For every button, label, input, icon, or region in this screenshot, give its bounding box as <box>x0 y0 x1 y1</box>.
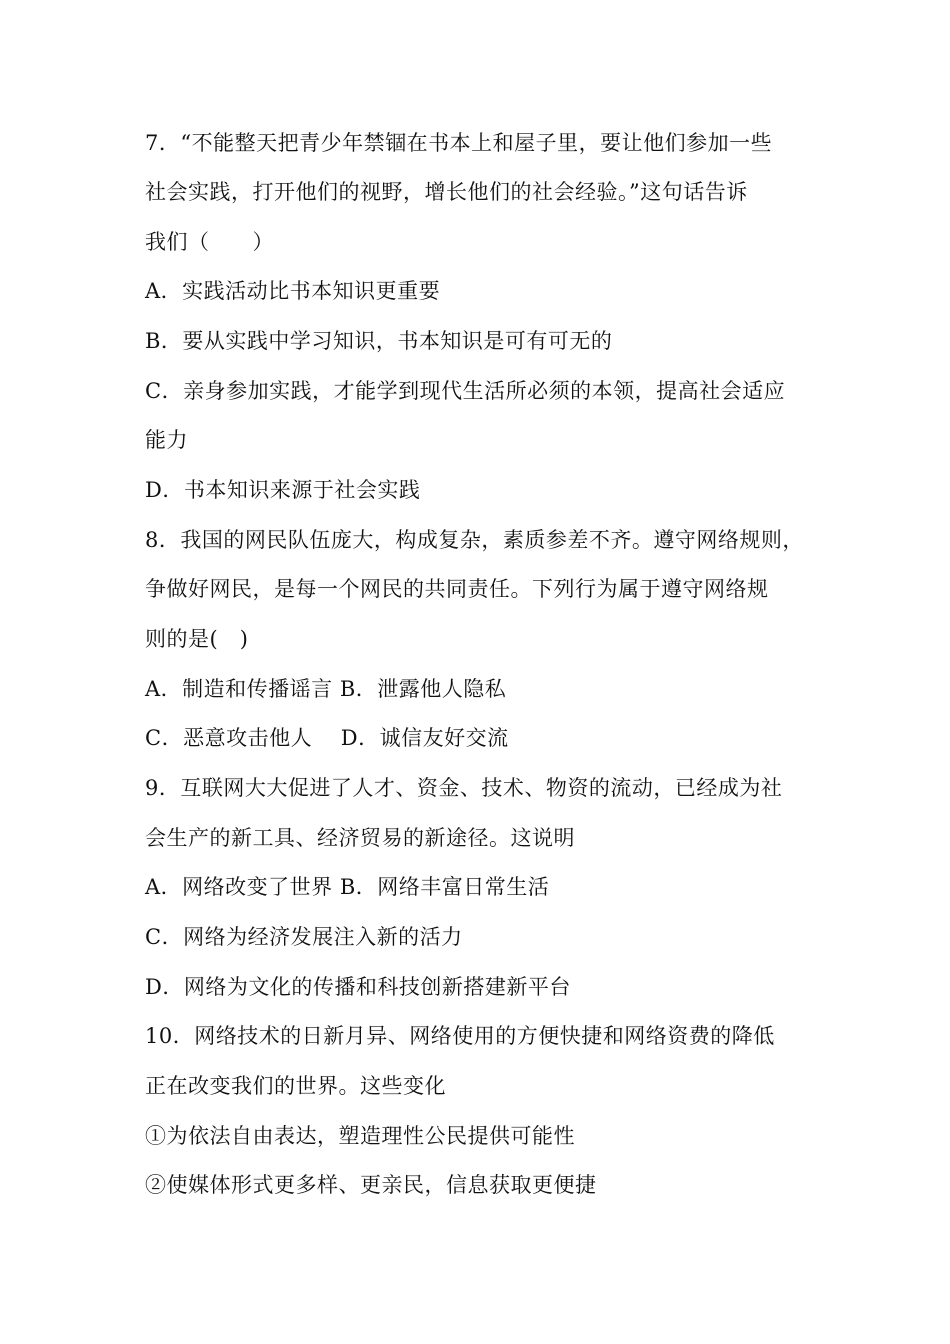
question-8-options-ab: A．制造和传播谣言 B．泄露他人隐私 <box>145 677 507 701</box>
question-7-stem-line-3: 我们（ ） <box>145 230 274 254</box>
question-10-stem-line-2: 正在改变我们的世界。这些变化 <box>145 1074 446 1098</box>
question-8-stem-line-2: 争做好网民，是每一个网民的共同责任。下列行为属于遵守网络规 <box>145 577 769 601</box>
question-9-option-d: D．网络为文化的传播和科技创新搭建新平台 <box>145 975 571 999</box>
question-9-option-c: C．网络为经济发展注入新的活力 <box>145 925 463 949</box>
question-7-stem-line-2: 社会实践，打开他们的视野，增长他们的社会经验。”这句话告诉 <box>145 180 748 204</box>
question-7-option-c-line-1: C．亲身参加实践，才能学到现代生活所必须的本领，提高社会适应 <box>145 379 786 403</box>
question-8-stem-line-1: 8．我国的网民队伍庞大，构成复杂，素质参差不齐。遵守网络规则， <box>145 528 804 552</box>
question-10-stem-line-1: 10．网络技术的日新月异、网络使用的方便快捷和网络资费的降低 <box>145 1024 775 1048</box>
question-7-stem-line-1: 7．“不能整天把青少年禁锢在书本上和屋子里，要让他们参加一些 <box>145 131 773 155</box>
question-9-stem-line-2: 会生产的新工具、经济贸易的新途径。这说明 <box>145 826 575 850</box>
question-7-option-b: B．要从实践中学习知识，书本知识是可有可无的 <box>145 329 613 353</box>
question-7-option-d: D．书本知识来源于社会实践 <box>145 478 421 502</box>
question-7-option-c-line-2: 能力 <box>145 428 188 452</box>
question-8-stem-line-3: 则的是( ) <box>145 627 249 651</box>
question-10-item-1: ①为依法自由表达，塑造理性公民提供可能性 <box>145 1124 575 1148</box>
question-10-item-2: ②使媒体形式更多样、更亲民，信息获取更便捷 <box>145 1173 597 1197</box>
question-8-options-cd: C．恶意攻击他人 D．诚信友好交流 <box>145 726 509 750</box>
question-9-options-ab: A．网络改变了世界 B．网络丰富日常生活 <box>145 875 550 899</box>
question-9-stem-line-1: 9．互联网大大促进了人才、资金、技术、物资的流动，已经成为社 <box>145 776 783 800</box>
question-7-option-a: A．实践活动比书本知识更重要 <box>145 279 441 303</box>
